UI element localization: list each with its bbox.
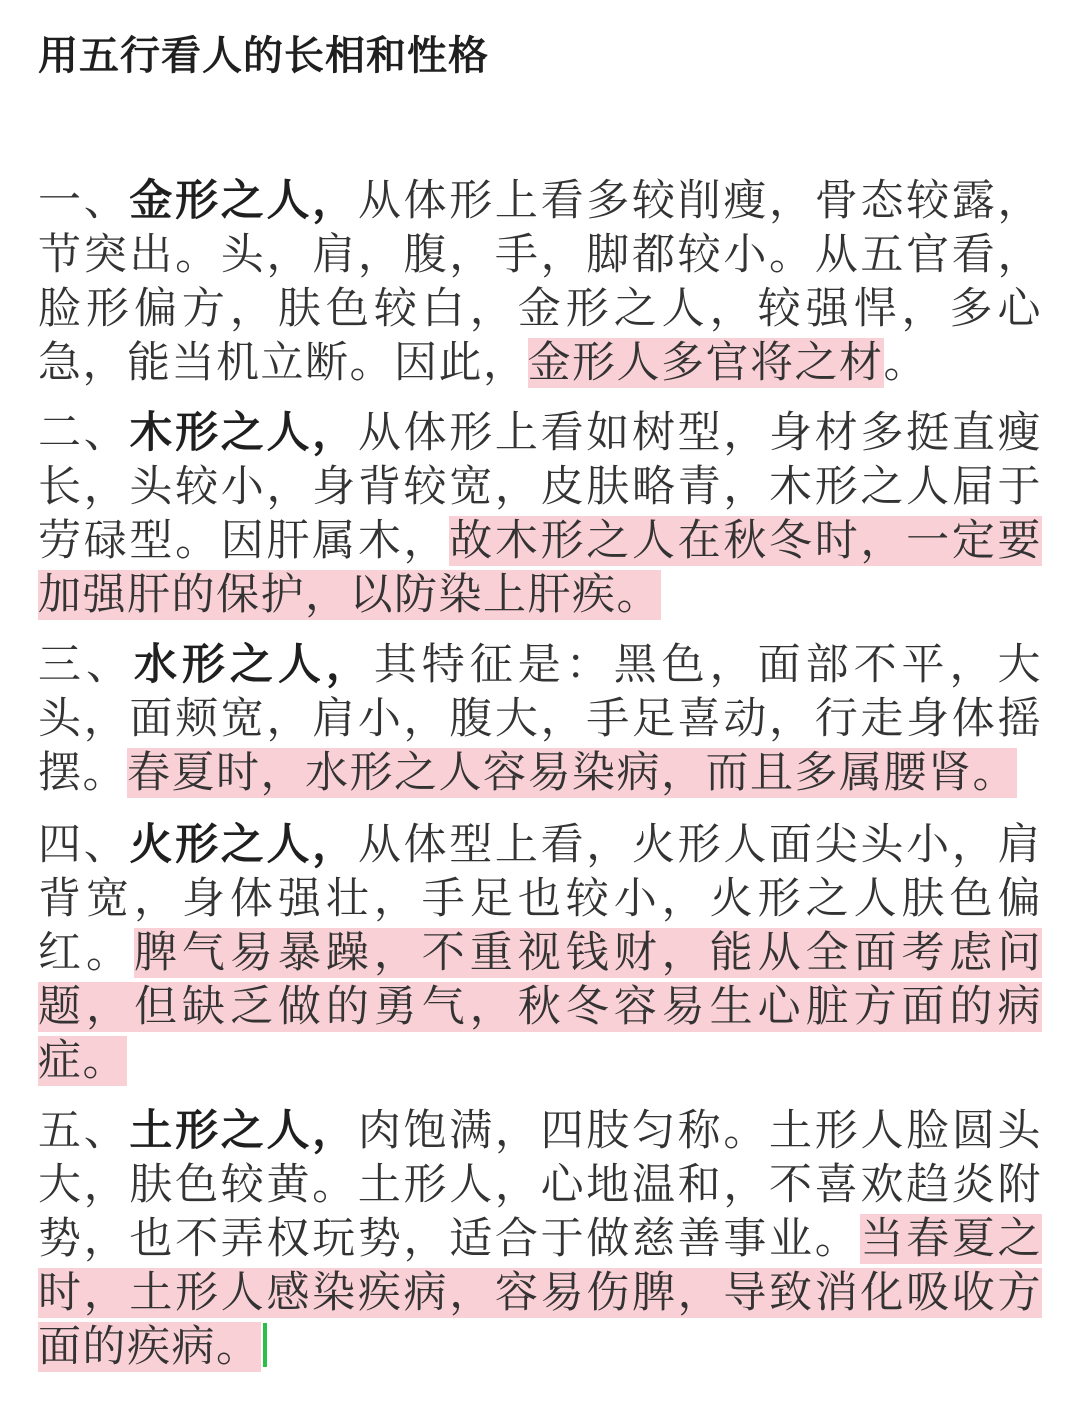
section-heading: 木形之人， (129, 408, 358, 458)
section-earth (38, 1104, 1042, 1374)
highlighted-text: 故木形之人在秋冬时，一定要加强肝的保护，以防染上肝疾。 (38, 516, 1043, 620)
section-text: 从体形上看多较削瘦，骨态较露，节突出。头，肩，腹，手，脚都较小。从五官看，脸形偏方，肤色较白，金形之人，较强悍，多心急，能当机立断。因此， (38, 176, 1043, 388)
section-heading: 金形之人， (129, 176, 358, 226)
section-heading: 土形之人， (129, 1106, 358, 1156)
section-number: 二、 (38, 408, 130, 458)
section-text: 从体形上看如树型，身材多挺直瘦长，头较小，身背较宽，皮肤略青，木形之人屇于劳碌型。因肝属木， (38, 408, 1043, 566)
highlighted-text: 春夏时，水形之人容易染病，而且多属腰肾。 (127, 748, 1017, 798)
text-cursor[interactable] (263, 1323, 267, 1367)
section-heading: 水形之人， (133, 640, 374, 690)
section-number: 一、 (38, 176, 130, 226)
highlighted-text: 金形人多官将之材 (527, 338, 884, 388)
page-title: 用五行看人的长相和性格 (38, 33, 489, 79)
section-heading: 火形之人， (129, 820, 358, 870)
section-tail: 。 (883, 338, 928, 388)
section-fire (38, 818, 1042, 1088)
section-metal (38, 174, 1042, 390)
section-text: 从体型上看，火形人面尖头小，肩背宽，身体强壮，手足也较小，火形之人肤色偏红。 (38, 820, 1043, 978)
section-wood (38, 406, 1042, 622)
section-number: 五、 (38, 1106, 130, 1156)
section-text: 其特征是：黑色，面部不平，大头，面颊宽，肩小，腹大，手足喜动，行走身体摇摆。 (38, 640, 1043, 798)
section-number: 三、 (38, 640, 134, 690)
section-number: 四、 (38, 820, 130, 870)
section-text: 肉饱满，四肢匀称。土形人脸圆头大，肤色较黄。土形人，心地温和，不喜欢趋炎附势，也不弄权玩势，适合于做慈善事业。 (38, 1106, 1043, 1264)
highlighted-text: 脾气易暴躁，不重视钱财，能从全面考虑问题，但缺乏做的勇气，秋冬容易生心脏方面的病症。 (38, 928, 1043, 1086)
highlighted-text: 当春夏之时，土形人感染疾病，容易伤脾，导致消化吸收方面的疾病。 (38, 1214, 1043, 1372)
section-water (38, 638, 1042, 800)
